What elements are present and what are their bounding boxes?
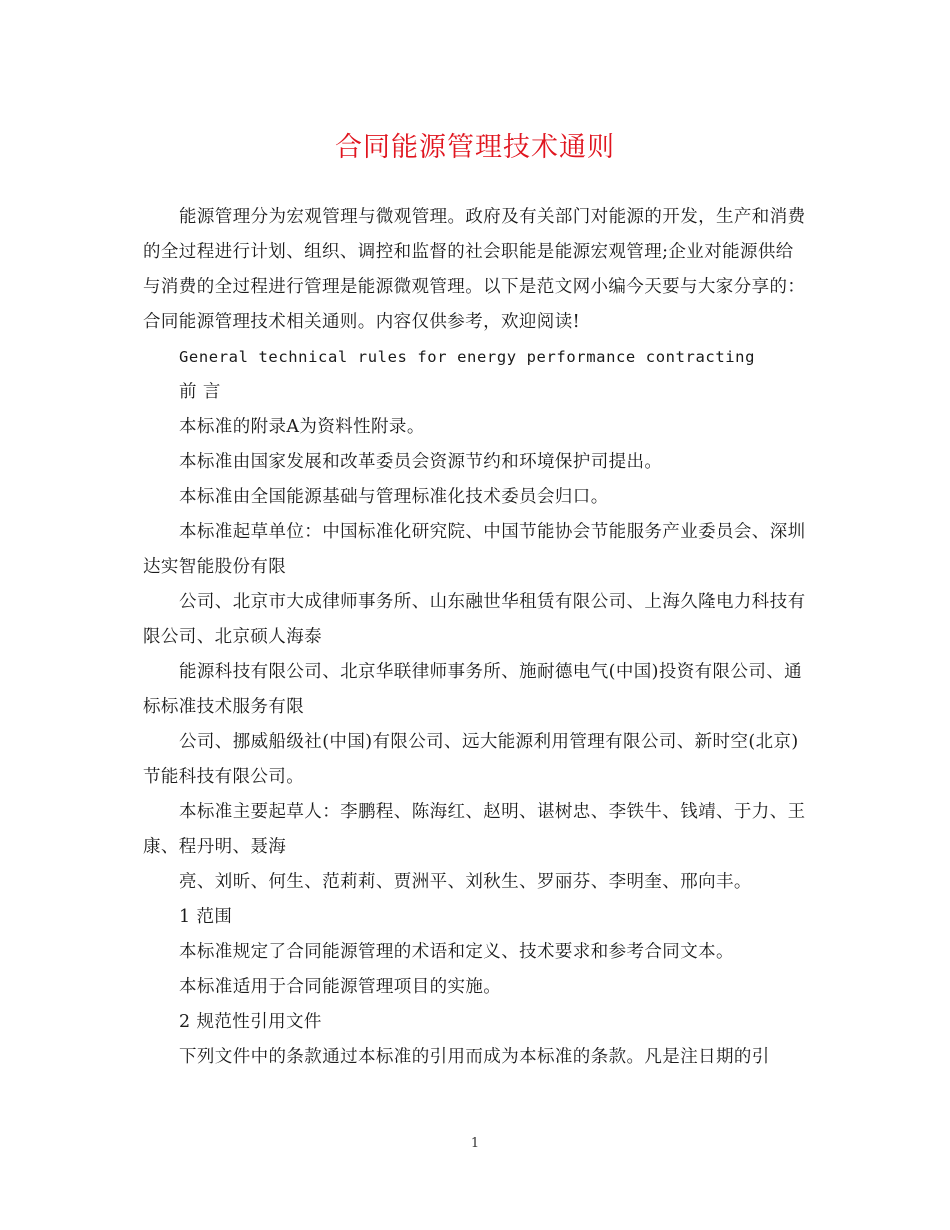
paragraph-proposer: 本标准由国家发展和改革委员会资源节约和环境保护司提出。 [179, 452, 663, 472]
english-title: General technical rules for energy performance contracting [179, 348, 756, 366]
paragraph-committee: 本标准由全国能源基础与管理标准化技术委员会归口。 [179, 487, 609, 507]
paragraph-drafting-units-1: 本标准起草单位：中国标准化研究院、中国节能协会节能服务产业委员会、深圳达实智能股份有限 [143, 522, 806, 577]
paragraph-scope-2: 本标准适用于合同能源管理项目的实施。 [179, 977, 502, 997]
section-heading-scope: 1 范围 [179, 907, 233, 927]
foreword-heading: 前 言 [179, 382, 221, 402]
paragraph-drafting-units-3: 能源科技有限公司、北京华联律师事务所、施耐德电气(中国)投资有限公司、通标标准技术服务有限 [143, 662, 803, 717]
paragraph-drafters-1: 本标准主要起草人：李鹏程、陈海红、赵明、谌树忠、李铁牛、钱靖、于力、王康、程丹明、聂海 [143, 802, 806, 857]
intro-paragraph: 能源管理分为宏观管理与微观管理。政府及有关部门对能源的开发，生产和消费的全过程进行计划、组织、调控和监督的社会职能是能源宏观管理;企业对能源供给与消费的全过程进行管理是能源微观管理。以下是范文网小编今天要与大家分享的：合同能源管理技术相关通则。内容仅供参考，欢迎阅读! [143, 207, 806, 332]
paragraph-drafting-units-4: 公司、挪威船级社(中国)有限公司、远大能源利用管理有限公司、新时空(北京)节能科技有限公司。 [143, 732, 799, 787]
paragraph-appendix: 本标准的附录A为资料性附录。 [179, 417, 425, 437]
section-heading-references: 2 规范性引用文件 [179, 1012, 322, 1032]
paragraph-drafting-units-2: 公司、北京市大成律师事务所、山东融世华租赁有限公司、上海久隆电力科技有限公司、北京硕人海泰 [143, 592, 806, 647]
page-number: 1 [470, 1136, 480, 1151]
document-title: 合同能源管理技术通则 [335, 132, 615, 163]
paragraph-references: 下列文件中的条款通过本标准的引用而成为本标准的条款。凡是注日期的引 [179, 1047, 770, 1067]
document-body [143, 200, 808, 1075]
paragraph-scope-1: 本标准规定了合同能源管理的术语和定义、技术要求和参考合同文本。 [179, 942, 734, 962]
paragraph-drafters-2: 亮、刘昕、何生、范莉莉、贾洲平、刘秋生、罗丽芬、李明奎、邢向丰。 [179, 872, 752, 892]
